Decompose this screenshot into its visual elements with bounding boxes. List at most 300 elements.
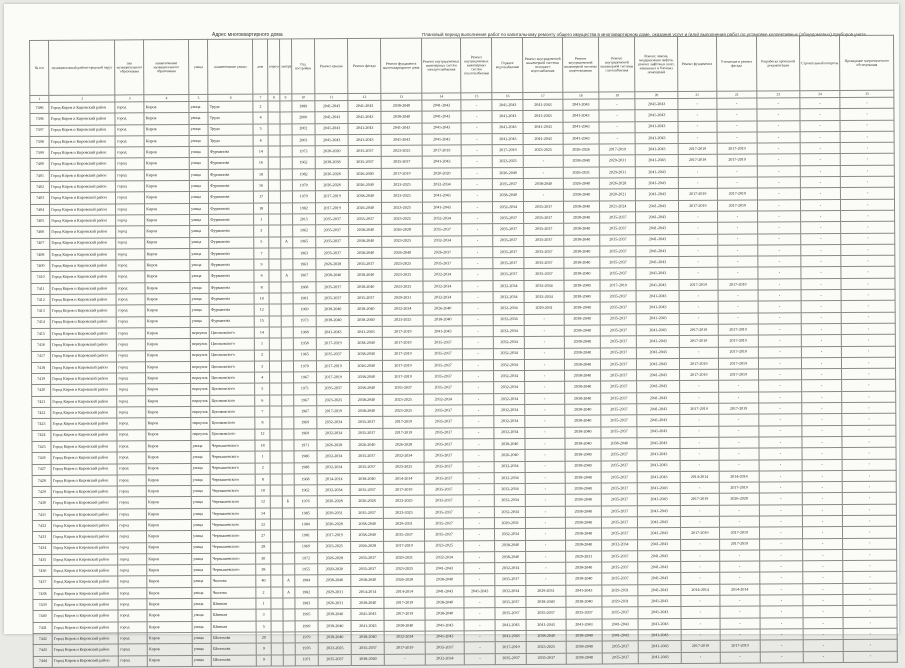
table-cell: 2035-2037 [524, 269, 564, 281]
table-cell: - [716, 109, 757, 121]
table-cell: 2035-2037 [493, 258, 524, 269]
table-cell: улица [192, 598, 211, 609]
table-cell [270, 462, 282, 473]
table-cell: 7420 [32, 385, 51, 396]
table-cell: 2029-2031 [384, 552, 425, 564]
table-cell: улица [189, 158, 208, 169]
table-cell: Киров [145, 237, 190, 249]
table-cell: 2017-2019 [599, 144, 635, 156]
table-cell: - [843, 526, 897, 538]
table-cell: Циолковского [210, 406, 255, 418]
column-header: муниципальный район/городской округ [49, 40, 116, 95]
planned-period-caption: Плановый период выполнения работ по капитальному ремонту общего имущества в многоквартирном доме, оказания услуг и (или) выполнения работ по установке коллективных (общедомовых) приборов учета [422, 32, 866, 37]
table-cell: 2038-2040 [565, 461, 601, 473]
table-cell: Киров [145, 305, 190, 317]
table-cell: 2041-2043 [422, 156, 462, 168]
column-header: Ремонт внутридомовых инженерных систем электроснабжения [421, 38, 461, 93]
table-cell: 2032-2034 [423, 269, 463, 281]
table-cell: - [758, 301, 801, 313]
table-cell [270, 485, 282, 496]
table-cell: Город Киров и Кировский район [52, 565, 118, 577]
table-cell: - [842, 414, 896, 426]
table-cell: Киров [146, 418, 191, 430]
table-cell: Киров [145, 316, 190, 328]
table-cell: 7406 [31, 227, 50, 238]
table-cell: 2026-2028 [350, 496, 383, 507]
table-cell: 2035-2037 [524, 201, 564, 213]
table-cell: 2017-2019 [383, 371, 424, 383]
table-cell: 2041-2043 [637, 370, 680, 382]
table-cell: 2035-2037 [350, 462, 383, 473]
table-cell: - [760, 561, 803, 573]
table-cell: - [758, 222, 801, 234]
table-cell: 2041-2043 [638, 528, 681, 540]
table-cell: 2017-2019 [718, 369, 759, 381]
table-cell: - [841, 267, 895, 279]
table-cell: 2038-2040 [565, 427, 601, 439]
table-cell: Город Киров и Кировский район [50, 317, 116, 329]
table-cell: - [758, 290, 801, 302]
table-cell: - [525, 472, 565, 484]
column-number: 23 [757, 91, 800, 98]
table-cell: - [463, 416, 494, 427]
table-cell: улица [192, 519, 211, 530]
table-cell: - [680, 426, 719, 438]
table-cell: 2041-2043 [523, 99, 563, 111]
table-cell: 7426 [32, 453, 51, 464]
table-cell: 2035-2037 [527, 653, 567, 665]
table-cell: 2035-2037 [493, 212, 524, 223]
table-cell: 2017-2019 [383, 484, 424, 496]
table-cell [282, 530, 294, 541]
table-cell: Чкалова [211, 576, 256, 588]
table-cell: 2041-2043 [422, 100, 462, 112]
table-cell: - [842, 334, 896, 346]
table-cell: 2032-2034 [384, 631, 425, 643]
table-cell: Киров [145, 260, 190, 272]
table-cell: 2017-2019 [678, 189, 717, 201]
table-cell: Фурманова [209, 214, 254, 226]
column-header: корпус [268, 39, 280, 94]
table-cell: 2026-2028 [599, 178, 635, 190]
table-cell: - [840, 120, 894, 132]
table-cell: 2032-2034 [493, 292, 524, 303]
table-cell: - [678, 121, 717, 133]
table-cell: 7434 [33, 543, 52, 554]
table-cell: - [717, 256, 758, 268]
table-cell: - [679, 234, 718, 246]
table-cell: 1968 [294, 474, 318, 485]
table-cell: город [118, 588, 147, 599]
table-cell: - [801, 357, 842, 369]
table-cell: - [462, 156, 493, 167]
column-number: 8 [268, 94, 280, 101]
table-cell: 2035-2037 [600, 212, 636, 224]
table-cell: улица [191, 452, 210, 463]
table-cell: 2035-2037 [424, 473, 464, 485]
column-number: 11 [315, 94, 348, 101]
table-cell [269, 338, 281, 349]
table-cell: 1965 [292, 236, 316, 247]
table-cell: Киров [145, 226, 190, 238]
column-header: Ремонт фасада [348, 38, 381, 93]
table-cell: Город Киров и Кировский район [52, 543, 118, 555]
table-cell: 2017-2019 [719, 539, 760, 551]
table-cell: улица [190, 282, 209, 293]
table-cell: 2041-2043 [638, 539, 681, 551]
table-cell: 2041-2043 [635, 144, 678, 156]
table-cell: 2035-2037 [316, 349, 349, 360]
table-cell: 2029-2031 [565, 551, 601, 563]
table-cell: Город Киров и Кировский район [52, 599, 118, 611]
table-cell [281, 248, 293, 259]
table-cell: 2014-2014 [681, 584, 720, 596]
table-cell: 3 [255, 361, 270, 372]
table-cell: 2041-2043 [635, 132, 678, 144]
table-cell: Чернышевского [210, 440, 255, 452]
table-cell: 2035-2037 [601, 483, 637, 495]
table-cell: - [842, 346, 896, 358]
table-cell: Фурманова [209, 259, 254, 271]
table-cell: 1967 [293, 406, 317, 417]
table-cell: 2035-2037 [493, 269, 524, 280]
table-cell: 2032-2034 [423, 235, 463, 247]
table-cell: - [757, 154, 800, 166]
table-cell: - [800, 233, 841, 245]
table-cell: 2041-2043 [464, 585, 495, 596]
table-cell: город [116, 181, 145, 192]
table-cell: Киров [146, 407, 191, 419]
table-cell [269, 304, 281, 315]
table-cell: 2038-2040 [565, 562, 601, 574]
table-cell: - [717, 121, 758, 133]
column-header: улица [189, 39, 209, 94]
table-cell: 2017-2019 [422, 145, 462, 157]
table-cell: 2041-2043 [636, 279, 679, 291]
table-cell: 8 [255, 474, 270, 485]
table-cell: 1967 [293, 394, 317, 405]
table-cell: 2038-2040 [381, 111, 422, 123]
table-cell: 2035-2037 [493, 235, 524, 246]
table-cell [269, 259, 281, 270]
table-cell: - [759, 437, 802, 449]
table-cell: 2017-2019 [717, 143, 758, 155]
table-cell [268, 101, 280, 112]
table-cell: - [464, 631, 495, 642]
table-cell: - [841, 188, 895, 200]
table-cell: - [758, 245, 801, 257]
table-cell: - [760, 550, 803, 562]
table-cell: - [841, 289, 895, 301]
column-number: 7 [253, 94, 268, 101]
column-header: Ремонт, замена, модернизация лифтов, ремонт лифтовых шахт, машинных и блочных помещений [635, 37, 678, 92]
table-cell: - [843, 493, 897, 505]
table-cell: - [719, 595, 760, 607]
table-cell: 2035-2037 [351, 643, 384, 654]
table-cell: - [680, 448, 719, 460]
table-cell: 1999 [295, 620, 319, 631]
table-cell [271, 564, 283, 575]
table-cell: город [117, 384, 146, 395]
table-cell: 7410 [31, 272, 50, 283]
table-cell: 7442 [33, 633, 52, 644]
table-cell: 2041-2043 [637, 358, 680, 370]
table-cell: - [717, 132, 758, 144]
table-cell: 2032-2034 [494, 472, 525, 483]
table-cell: - [462, 269, 493, 280]
table-cell: 2023-2025 [384, 507, 425, 519]
table-cell: 2026-2028 [315, 168, 348, 179]
table-cell: 1984 [294, 519, 318, 530]
table-cell: Киров [146, 474, 191, 486]
table-cell: 2041-2043 [636, 268, 679, 280]
table-cell: - [759, 459, 802, 471]
table-cell: 7416 [31, 340, 50, 351]
table-cell: - [680, 437, 719, 449]
table-cell: Фурманова [209, 158, 254, 170]
column-number: 6 [208, 94, 253, 101]
table-cell [282, 406, 294, 417]
table-cell: 2041-2043 [348, 123, 381, 134]
table-cell: Киров [145, 294, 190, 306]
column-header: Ремонт фундамента многоквартирного дома [381, 38, 422, 93]
table-cell: 2035-2037 [350, 417, 383, 428]
table-cell: 2035-2037 [317, 383, 350, 394]
table-cell: 2023-2025 [424, 540, 464, 552]
table-cell: 2017-2019 [317, 372, 350, 383]
table-cell: 2038-2040 [349, 304, 382, 315]
repair-schedule-table [29, 35, 898, 668]
table-cell: 2041-2043 [638, 629, 681, 641]
table-cell: переулок [190, 327, 209, 338]
table-cell: улица [192, 531, 211, 542]
table-cell: - [801, 256, 842, 268]
table-cell: 2041-2043 [636, 257, 679, 269]
table-cell: 2038-2040 [564, 268, 600, 280]
table-cell: 2041-2043 [422, 202, 462, 214]
table-cell: 2038-2040 [564, 359, 600, 371]
table-cell: 2035-2037 [600, 313, 636, 325]
table-cell: город [118, 463, 147, 474]
table-cell: 2041-2043 [638, 517, 681, 529]
table-cell: Город Киров и Кировский район [52, 531, 118, 543]
table-cell: - [841, 142, 895, 154]
table-cell: - [525, 359, 565, 371]
table-cell: 2041-2043 [637, 381, 680, 393]
table-cell: А [283, 575, 295, 586]
table-cell: - [464, 518, 495, 529]
table-cell: Город Киров и Кировский район [51, 441, 117, 453]
table-cell: - [464, 484, 495, 495]
table-cell: 1973 [292, 146, 316, 157]
table-cell [268, 146, 280, 157]
table-cell: 2041-2043 [637, 471, 680, 483]
table-cell: 3 [254, 225, 269, 236]
table-cell: город [117, 396, 146, 407]
table-cell: - [801, 391, 842, 403]
table-cell: - [464, 642, 495, 653]
table-cell: 2041-2043 [638, 550, 681, 562]
table-cell: 7437 [33, 577, 52, 588]
table-cell: улица [190, 203, 209, 214]
table-cell [281, 372, 293, 383]
table-cell: 2041-2043 [348, 134, 381, 145]
table-cell: 2026-2040 [494, 450, 525, 461]
table-cell: Шинная [211, 598, 256, 610]
table-cell: 2035-2037 [524, 235, 564, 247]
table-cell [282, 451, 294, 462]
table-cell: Киров [146, 339, 191, 351]
table-cell: 2035-2037 [316, 281, 349, 292]
table-cell: улица [190, 316, 209, 327]
table-cell: 2041-2043 [422, 122, 462, 134]
table-cell: город [117, 305, 146, 316]
table-cell: 2038-2040 [564, 381, 600, 393]
table-cell: - [801, 323, 842, 335]
table-cell: 2035-2037 [381, 157, 422, 169]
table-cell: - [802, 436, 843, 448]
table-cell: 1955 [294, 564, 318, 575]
table-cell [270, 383, 282, 394]
table-cell: Город Киров и Кировский район [49, 113, 115, 125]
table-cell [269, 327, 281, 338]
table-cell: 2023-2025 [383, 462, 424, 474]
column-number: 10 [291, 94, 315, 101]
table-cell: 2035-2037 [316, 214, 349, 225]
table-cell: Киров [146, 327, 191, 339]
table-cell: 2035-2037 [423, 258, 463, 270]
table-cell: Б [282, 496, 294, 507]
table-cell: 2041-2043 [315, 123, 348, 134]
table-cell: - [463, 337, 494, 348]
table-cell [271, 598, 283, 609]
table-cell: 2035-2037 [423, 337, 463, 349]
table-cell: - [524, 167, 564, 179]
table-cell: Город Киров и Кировский район [51, 362, 117, 374]
table-cell: 2035-2037 [601, 404, 637, 416]
table-cell: улица [189, 147, 208, 158]
table-cell: 2038-2040 [564, 302, 600, 314]
table-cell: - [758, 233, 801, 245]
table-cell: Фурманова [209, 225, 254, 237]
table-cell: 5 [254, 237, 269, 248]
table-cell: переулок [191, 373, 210, 384]
table-cell: 2038-2040 [349, 315, 382, 326]
table-cell: 2035-2037 [423, 371, 463, 383]
table-cell: - [524, 314, 564, 326]
table-cell: - [717, 245, 758, 257]
table-cell: 2038-2040 [351, 575, 384, 586]
table-cell: - [462, 201, 493, 212]
table-cell: Город Киров и Кировский район [52, 588, 118, 600]
table-cell: 2035-2037 [601, 472, 637, 484]
table-cell: 2041-2043 [638, 505, 681, 517]
table-cell: 12 [255, 429, 270, 440]
table-cell: Город Киров и Кировский район [50, 328, 116, 340]
table-cell: - [681, 618, 720, 630]
table-cell: 2035-2037 [495, 608, 526, 619]
table-cell: 2035-2037 [425, 642, 465, 654]
table-cell: 2035-2037 [423, 348, 463, 360]
table-cell: 2026-2040 [348, 179, 381, 190]
table-cell: 1 [254, 214, 269, 225]
table-cell: город [118, 531, 147, 542]
table-cell: 9 [256, 655, 271, 666]
table-cell: - [841, 244, 895, 256]
table-cell: 2035-2037 [526, 608, 566, 620]
table-cell: 2038-2040 [566, 653, 602, 665]
table-cell: - [679, 290, 718, 302]
table-cell [281, 327, 293, 338]
table-cell [280, 157, 292, 168]
table-cell: - [801, 278, 842, 290]
table-cell: 2023-2025 [384, 563, 425, 575]
table-cell: улица [189, 124, 208, 135]
table-cell: - [464, 608, 495, 619]
table-cell: 2002 [292, 123, 316, 134]
table-cell: - [803, 572, 844, 584]
table-cell: 1995 [295, 609, 319, 620]
table-cell: 2026-2028 [384, 575, 425, 587]
table-cell: - [525, 325, 565, 337]
table-cell: 2029-2031 [495, 517, 526, 528]
column-number: 3 [115, 95, 144, 102]
table-cell: 2041-2043 [638, 494, 681, 506]
table-cell: Шолохова [212, 643, 257, 655]
table-cell: 2035-2037 [423, 360, 463, 372]
table-cell: переулок [191, 418, 210, 429]
table-cell: 2023-2025 [526, 641, 566, 653]
table-cell: 2035-2037 [316, 225, 349, 236]
table-cell: - [461, 145, 492, 156]
table-cell: 2041-2043 [381, 123, 422, 135]
table-cell: 1985 [294, 507, 318, 518]
table-cell: - [758, 312, 801, 324]
table-cell: переулок [191, 429, 210, 440]
table-cell: 2038-2040 [381, 100, 422, 112]
table-cell: 2035-2037 [601, 370, 637, 382]
table-cell: 10 [254, 293, 269, 304]
table-cell: Киров [144, 135, 189, 147]
table-cell [271, 643, 283, 654]
table-cell: 2017-2019 [316, 338, 349, 349]
table-cell: - [801, 244, 842, 256]
table-cell: - [679, 223, 718, 235]
table-cell: - [679, 313, 718, 325]
table-cell [270, 429, 282, 440]
table-cell: 2035-2037 [348, 146, 381, 157]
table-cell: улица [191, 474, 210, 485]
table-cell: 1963 [292, 259, 316, 270]
table-cell: 1968 [293, 282, 317, 293]
table-cell: 2035-2037 [496, 653, 527, 664]
table-cell [280, 180, 292, 191]
table-cell: - [679, 347, 718, 359]
table-cell: 2017-2019 [718, 324, 759, 336]
table-cell: Чернышевского [211, 497, 256, 509]
table-cell: - [801, 335, 842, 347]
table-cell: 2017-2019 [317, 360, 350, 371]
table-cell: 2032-2034 [493, 303, 524, 314]
table-cell: 2038-2040 [565, 449, 601, 461]
table-cell: 7422 [32, 407, 51, 418]
table-cell: 2035-2037 [348, 157, 381, 168]
table-cell: - [462, 213, 493, 224]
table-cell: - [681, 595, 720, 607]
table-cell: 2038-2040 [495, 551, 526, 562]
table-cell: 2041-2043 [638, 584, 681, 596]
table-cell: 7400 [30, 159, 49, 170]
